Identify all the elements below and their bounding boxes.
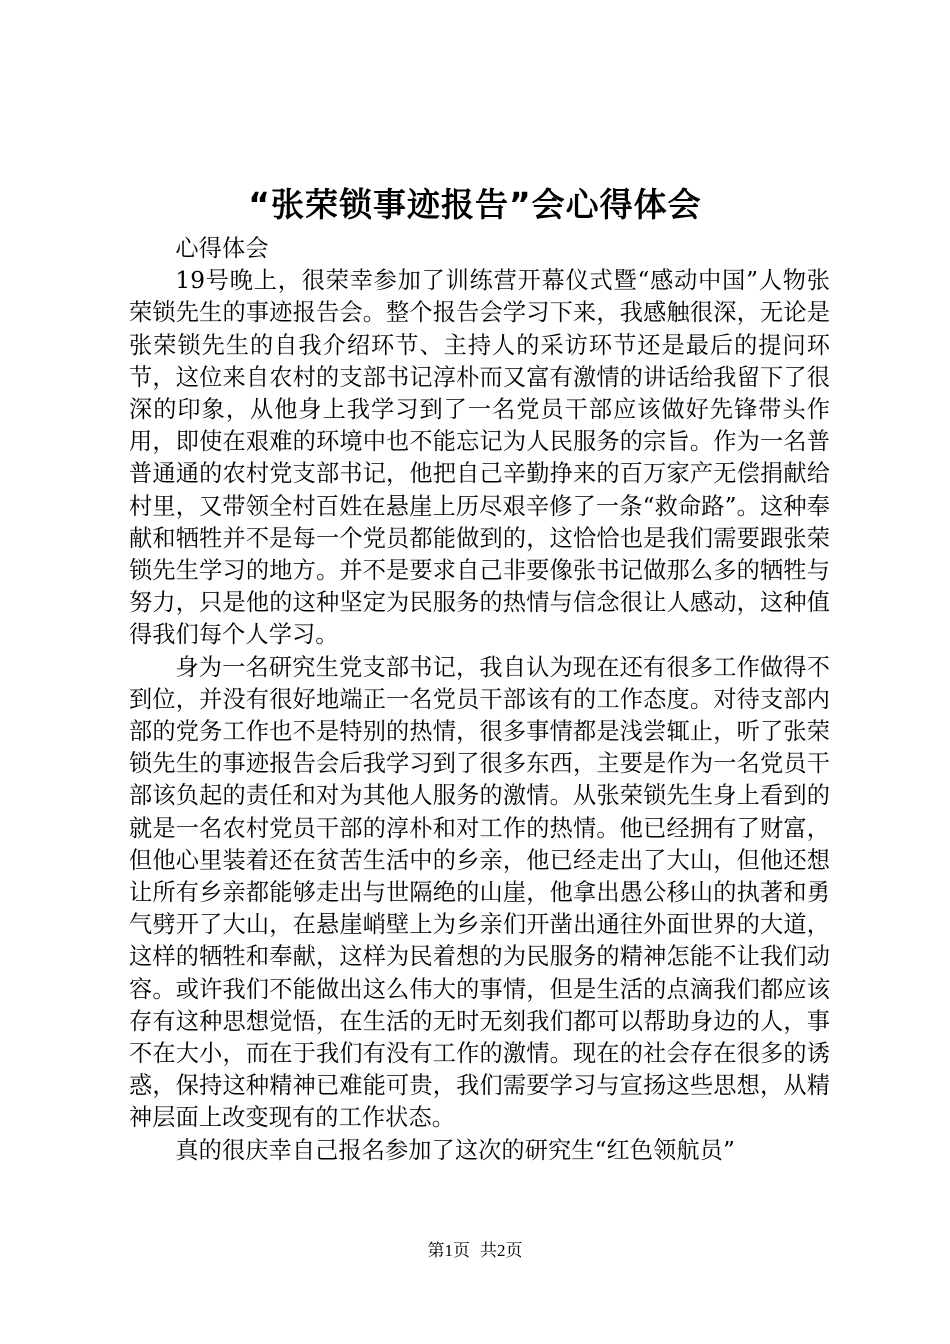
paragraph-1: 19号晚上，很荣幸参加了训练营开幕仪式暨“感动中国”人物张荣锁先生的事迹报告会。整个报告会学习下来，我感触很深，无论是张荣锁先生的自我介绍环节、主持人的采访环节还是最后的提问环节，这位来自农村的支部书记淳朴而又富有激情的讲话给我留下了很深的印象，从他身上我学习到了一名党员干部应该做好先锋带头作用，即使在艰难的环境中也不能忘记为人民服务的宗旨。作为一名普普通通的农村党支部书记，他把自己辛勤挣来的百万家产无偿捐献给村里，又带领全村百姓在悬崖上历尽艰辛修了一条“救命路”。这种奉献和牺牲并不是每一个党员都能做到的，这恰恰也是我们需要跟张荣锁先生学习的地方。并不是要求自己非要像张书记做那么多的牺牲与努力，只是他的这种坚定为民服务的热情与信念很让人感动，这种值得我们每个人学习。 [129, 267, 830, 649]
page-number-current: 第1页 [427, 1241, 470, 1260]
paragraph-3: 真的很庆幸自己报名参加了这次的研究生“红色领航员” [175, 1136, 735, 1164]
document-title: “张荣锁事迹报告”会心得体会 [248, 185, 702, 224]
paragraph-2: 身为一名研究生党支部书记，我自认为现在还有很多工作做得不到位，并没有很好地端正一名党员干部该有的工作态度。对待支部内部的党务工作也不是特别的热情，很多事情都是浅尝辄止，听了张荣锁先生的事迹报告会后我学习到了很多东西，主要是作为一名党员干部该负起的责任和对为其他人服务的激情。从张荣锁先生身上看到的就是一名农村党员干部的淳朴和对工作的热情。他已经拥有了财富，但他心里装着还在贫苦生活中的乡亲，他已经走出了大山，但他还想让所有乡亲都能够走出与世隔绝的山崖，他拿出愚公移山的执著和勇气劈开了大山，在悬崖峭壁上为乡亲们开凿出通往外面世界的大道，这样的牺牲和奉献，这样为民着想的为民服务的精神怎能不让我们动容。或许我们不能做出这么伟大的事情，但是生活的点滴我们都应该存有这种思想觉悟，在生活的无时无刻我们都可以帮助身边的人，事不在大小，而在于我们有没有工作的激情。现在的社会存在很多的诱惑，保持这种精神已难能可贵，我们需要学习与宣扬这些思想，从精神层面上改变现有的工作状态。 [129, 653, 830, 1132]
document-subtitle: 心得体会 [175, 235, 269, 262]
page-footer [0, 1240, 950, 1262]
document-body [129, 233, 830, 1167]
page-number-total: 共2页 [480, 1241, 523, 1260]
